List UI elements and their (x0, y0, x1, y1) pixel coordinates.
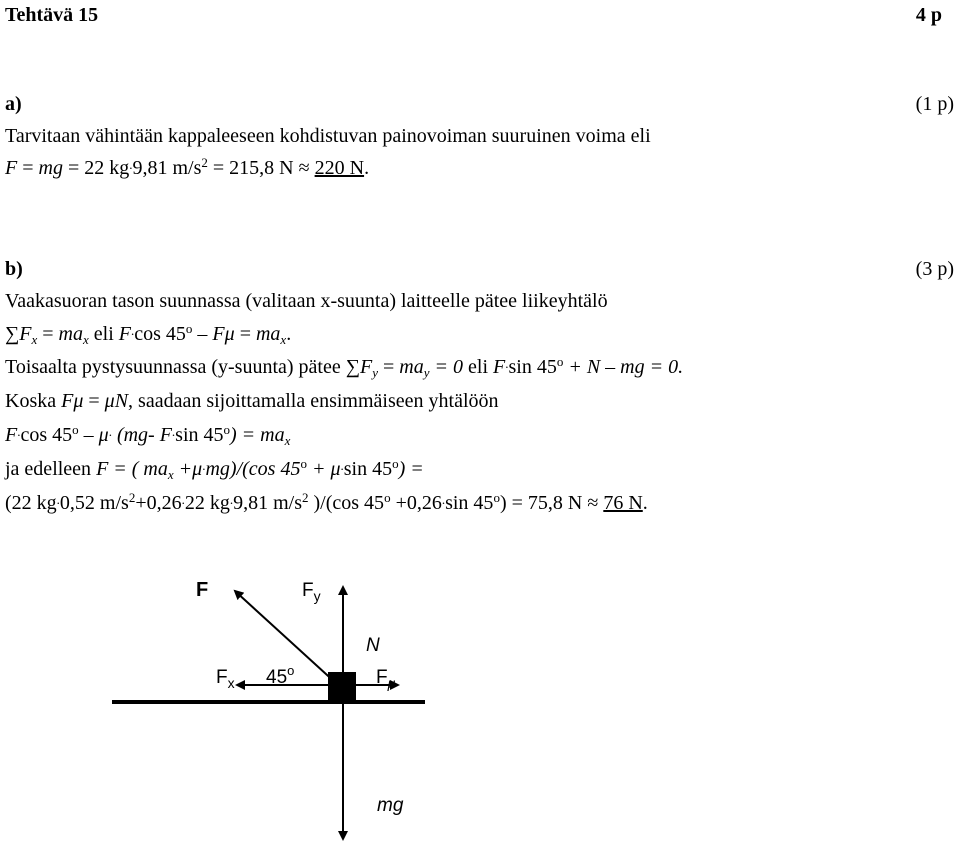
part-b-line1: Vaakasuoran tason suunnassa (valitaan x-suunta) laitteelle pätee liikeyhtälö (5, 290, 608, 312)
text: eli (88, 323, 119, 345)
text: +μ (173, 458, 203, 480)
text: (mg- (111, 424, 160, 446)
multiply-dot: . (108, 424, 112, 439)
text: sin 45 (508, 356, 557, 378)
symbol-mu: μ (98, 424, 109, 446)
multiply-dot: . (181, 492, 185, 507)
part-b-line2 (5, 321, 954, 347)
symbol-Fmu: Fμ (212, 323, 235, 345)
multiply-dot: . (505, 356, 509, 371)
text: sin 45 (445, 492, 494, 514)
degree: o (493, 490, 500, 505)
task-points: 4 p (915, 4, 942, 26)
text: – (192, 323, 213, 345)
text: Toisaalta pystysuunnassa (y-suunta) pätee (5, 356, 346, 378)
answer-a: 220 N (314, 157, 365, 179)
subscript: y (423, 365, 430, 380)
multiply-dot: . (129, 157, 133, 172)
text: 9,81 m/s (233, 492, 303, 514)
multiply-dot: . (202, 458, 206, 473)
text: = (378, 356, 400, 378)
text: = (17, 157, 39, 179)
text: = (37, 323, 59, 345)
text: sin 45 (175, 424, 224, 446)
multiply-dot: . (17, 424, 21, 439)
text: +0,26 (135, 492, 182, 514)
part-b-line5 (5, 422, 954, 448)
multiply-dot: . (340, 458, 344, 473)
symbol-F: F (493, 356, 506, 378)
label-angle: 45$^o$ (266, 663, 295, 688)
text: +0,26 (390, 492, 442, 514)
exponent: 2 (201, 155, 208, 170)
label-Fmu: $F_\mu$ (376, 667, 396, 691)
symbol-mg: mg (38, 157, 63, 179)
approx-sign: ≈ (587, 492, 599, 514)
text: F = ( ma (96, 458, 168, 480)
symbol-F: F (5, 157, 18, 179)
answer-b: 76 N (603, 492, 643, 514)
degree: o (185, 321, 193, 336)
text: = (234, 323, 256, 345)
text: = 22 kg (62, 157, 130, 179)
part-a-points: (1 p) (915, 93, 954, 115)
text: (22 kg (5, 492, 57, 514)
task-title: Tehtävä 15 (5, 4, 99, 26)
subscript: x (280, 332, 287, 347)
symbol-F: F (5, 424, 18, 446)
degree: o (392, 456, 399, 471)
part-b-points: (3 p) (915, 258, 954, 280)
text: . (364, 157, 370, 179)
multiply-dot: . (441, 492, 446, 507)
text: eli (463, 356, 494, 378)
exponent: 2 (128, 490, 136, 505)
text: = 215,8 N (207, 157, 299, 179)
degree: o (556, 354, 564, 369)
text: . (642, 492, 648, 514)
multiply-dot: . (131, 323, 135, 338)
text: = (83, 390, 105, 412)
approx-sign: ≈ (298, 157, 310, 179)
label-N: N (366, 635, 380, 656)
text: )/(cos 45 (308, 492, 385, 514)
part-a-line1: Tarvitaan vähintään kappaleeseen kohdistuvan painovoiman suuruinen voima eli (5, 125, 651, 147)
text: = 0 (429, 356, 464, 378)
task-header (5, 2, 954, 28)
label-Fx: $F_x$ (216, 667, 235, 691)
part-b-line6 (5, 456, 954, 482)
degree: o (72, 422, 79, 437)
multiply-dot: . (171, 424, 176, 439)
text: cos 45 (20, 424, 73, 446)
part-a-label: a) (5, 93, 22, 115)
text: Koska (5, 390, 62, 412)
text: 22 kg (184, 492, 230, 514)
label-F: F (196, 579, 209, 601)
sum-sign: ∑ (345, 356, 360, 378)
symbol-ma: ma (399, 356, 424, 378)
multiply-dot: . (229, 492, 234, 507)
subscript: x (167, 467, 174, 482)
subscript: x (31, 332, 38, 347)
text: 0,52 m/s (59, 492, 129, 514)
part-b-label: b) (5, 258, 23, 280)
symbol-ma: ma (255, 323, 281, 345)
symbol-Fmu: Fμ (61, 390, 84, 412)
symbol-F: F (360, 356, 373, 378)
text: ) = ma (230, 424, 285, 446)
degree: o (384, 490, 391, 505)
degree: o (300, 456, 307, 471)
force-diagram (0, 547, 960, 847)
symbol-F: F (118, 323, 131, 345)
label-mg: mg (377, 795, 404, 816)
text: + N – mg = 0. (563, 356, 684, 378)
multiply-dot: . (56, 492, 60, 507)
text: mg)/(cos 45 (205, 458, 301, 480)
text: ja edelleen (5, 458, 97, 480)
symbol-F: F (159, 424, 172, 446)
text: , saadaan sijoittamalla ensimmäiseen yhtälöön (128, 390, 499, 412)
text: ) = 75,8 N (499, 492, 588, 514)
text: ) = (398, 458, 424, 480)
exponent: 2 (302, 490, 309, 505)
part-b-line3 (5, 354, 954, 380)
text: cos 45 (134, 323, 186, 345)
symbol-ma: ma (58, 323, 83, 345)
sum-sign: ∑ (5, 323, 20, 345)
text: sin 45 (343, 458, 393, 480)
text: – (78, 424, 99, 446)
subscript: x (284, 433, 291, 448)
symbol-F: F (19, 323, 32, 345)
label-Fy: $F_y$ (302, 580, 321, 604)
text: . (286, 323, 292, 345)
text: + μ (306, 458, 341, 480)
part-b-line7 (5, 490, 954, 516)
subscript: x (83, 332, 89, 347)
part-a-line2 (5, 155, 954, 181)
symbol-muN: μN (104, 390, 129, 412)
text: 9,81 m/s (132, 157, 202, 179)
degree: o (223, 422, 231, 437)
part-a-heading (5, 91, 954, 117)
part-b-heading (5, 256, 954, 282)
part-b-line4 (5, 388, 954, 414)
subscript: y (372, 365, 378, 380)
